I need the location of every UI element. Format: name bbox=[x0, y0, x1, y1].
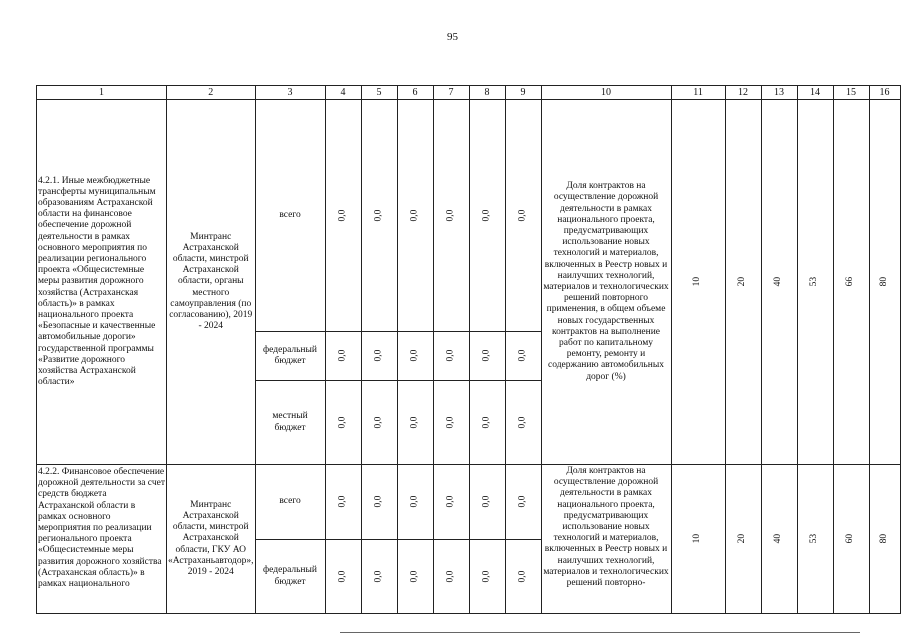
funding-source: местный бюджет bbox=[255, 381, 325, 465]
col-number: 4 bbox=[325, 86, 361, 100]
target-value: 40 bbox=[761, 100, 797, 465]
budget-value: 0,0 bbox=[325, 332, 361, 381]
col-number: 11 bbox=[671, 86, 725, 100]
budget-value: 0,0 bbox=[361, 540, 397, 614]
table-row bbox=[37, 100, 901, 332]
budget-value: 0,0 bbox=[361, 381, 397, 465]
col-number: 15 bbox=[833, 86, 869, 100]
col-number: 7 bbox=[433, 86, 469, 100]
program-table bbox=[36, 85, 901, 614]
budget-value: 0,0 bbox=[433, 381, 469, 465]
col-number: 8 bbox=[469, 86, 505, 100]
indicator-cell: Доля контрактов на осуществление дорожной деятельности в рамках национального проекта, предусматривающих использование новых технологий и материалов, включенных в Реестр новых и наилучших технологий, материалов и технологических решений повторного применения, в общем объеме новых государственных контрактов на выполнение работ по капитальному ремонту, ремонту и содержанию автомобильных дорог (%) bbox=[541, 100, 671, 465]
budget-value: 0,0 bbox=[505, 332, 541, 381]
target-value: 10 bbox=[671, 465, 725, 614]
executor-cell: Минтранс Астраханской области, минстрой Астраханской области, органы местного самоуправления (по согласованию), 2019 - 2024 bbox=[167, 100, 256, 465]
measure-name: 4.2.1. Иные межбюджетные трансферты муниципальным образованиям Астраханской области на финансовое обеспечение дорожной деятельности в рамках основного мероприятия по реализации регионального проекта «Общесистемные меры развития дорожного хозяйства (Астраханская область)» в рамках национального проекта «Безопасные и качественные автомобильные дороги» государственной программы «Развитие дорожного хозяйства Астраханской области» bbox=[37, 100, 167, 465]
budget-value: 0,0 bbox=[433, 465, 469, 540]
budget-value: 0,0 bbox=[361, 465, 397, 540]
col-number: 12 bbox=[725, 86, 761, 100]
table-row bbox=[37, 465, 901, 540]
col-number: 9 bbox=[505, 86, 541, 100]
funding-source: федеральный бюджет bbox=[255, 332, 325, 381]
budget-value: 0,0 bbox=[433, 100, 469, 332]
col-number: 16 bbox=[869, 86, 900, 100]
executor-cell: Минтранс Астраханской области, минстрой Астраханской области, ГКУ АО «Астраханьавтодор», 2019 - 2024 bbox=[167, 465, 256, 614]
target-value: 10 bbox=[671, 100, 725, 465]
col-number: 14 bbox=[797, 86, 833, 100]
target-value: 53 bbox=[797, 465, 833, 614]
budget-value: 0,0 bbox=[361, 332, 397, 381]
col-number: 13 bbox=[761, 86, 797, 100]
funding-source: всего bbox=[255, 465, 325, 540]
col-number: 3 bbox=[255, 86, 325, 100]
budget-value: 0,0 bbox=[469, 540, 505, 614]
target-value: 60 bbox=[833, 465, 869, 614]
budget-value: 0,0 bbox=[505, 465, 541, 540]
budget-value: 0,0 bbox=[433, 540, 469, 614]
cut-off-line bbox=[340, 632, 860, 633]
budget-value: 0,0 bbox=[433, 332, 469, 381]
target-value: 53 bbox=[797, 100, 833, 465]
target-value: 20 bbox=[725, 100, 761, 465]
budget-value: 0,0 bbox=[325, 381, 361, 465]
funding-source: всего bbox=[255, 100, 325, 332]
target-value: 80 bbox=[869, 465, 900, 614]
budget-value: 0,0 bbox=[469, 332, 505, 381]
target-value: 80 bbox=[869, 100, 900, 465]
budget-value: 0,0 bbox=[469, 381, 505, 465]
budget-value: 0,0 bbox=[469, 100, 505, 332]
target-value: 66 bbox=[833, 100, 869, 465]
budget-value: 0,0 bbox=[397, 332, 433, 381]
budget-value: 0,0 bbox=[505, 100, 541, 332]
budget-value: 0,0 bbox=[505, 381, 541, 465]
budget-value: 0,0 bbox=[469, 465, 505, 540]
target-value: 20 bbox=[725, 465, 761, 614]
col-number: 6 bbox=[397, 86, 433, 100]
col-number: 1 bbox=[37, 86, 167, 100]
budget-value: 0,0 bbox=[397, 100, 433, 332]
col-number: 10 bbox=[541, 86, 671, 100]
col-number: 2 bbox=[167, 86, 256, 100]
budget-value: 0,0 bbox=[505, 540, 541, 614]
budget-value: 0,0 bbox=[361, 100, 397, 332]
funding-source: федеральный бюджет bbox=[255, 540, 325, 614]
col-number: 5 bbox=[361, 86, 397, 100]
budget-value: 0,0 bbox=[325, 465, 361, 540]
measure-name: 4.2.2. Финансовое обеспечение дорожной деятельности за счет средств бюджета Астраханской области в рамках основного мероприятия по реализации регионального проекта «Общесистемные меры развития дорожного хозяйства (Астраханская область)» в рамках национального bbox=[37, 465, 167, 614]
page-number: 95 bbox=[447, 31, 458, 43]
column-number-row bbox=[37, 86, 901, 100]
indicator-cell: Доля контрактов на осуществление дорожной деятельности в рамках национального проекта, предусматривающих использование новых технологий и материалов, включенных в Реестр новых и наилучших технологий, материалов и технологических решений повторно- bbox=[541, 465, 671, 614]
target-value: 40 bbox=[761, 465, 797, 614]
budget-value: 0,0 bbox=[325, 100, 361, 332]
budget-value: 0,0 bbox=[397, 540, 433, 614]
budget-value: 0,0 bbox=[325, 540, 361, 614]
budget-value: 0,0 bbox=[397, 381, 433, 465]
budget-value: 0,0 bbox=[397, 465, 433, 540]
